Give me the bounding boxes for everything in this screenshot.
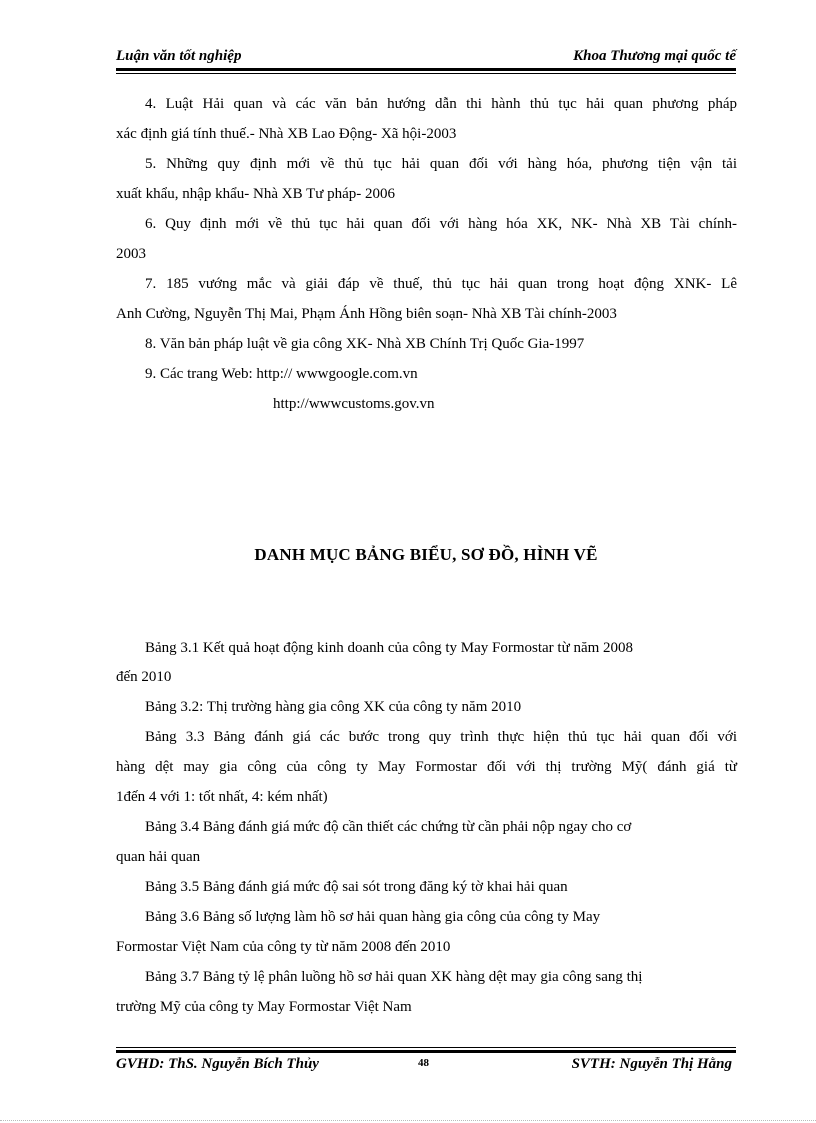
reference-item: 7. 185 vướng mắc và giải đáp về thuế, thủ tục hải quan trong hoạt động XNK- Lê <box>145 276 737 292</box>
reference-item: 8. Văn bản pháp luật về gia công XK- Nhà XB Chính Trị Quốc Gia-1997 <box>145 336 585 352</box>
table-list-item-cont: quan hải quan <box>116 849 201 865</box>
page-bottom-border <box>0 1120 816 1121</box>
table-list-item-cont: trường Mỹ của công ty May Formostar Việt Nam <box>116 999 412 1015</box>
table-list-item: Bảng 3.6 Bảng số lượng làm hồ sơ hải quan hàng gia công của công ty May <box>145 909 601 925</box>
table-list-item: Bảng 3.3 Bảng đánh giá các bước trong quy trình thực hiện thủ tục hải quan đối với <box>145 729 737 745</box>
page-footer <box>116 1056 736 1078</box>
reference-item: 4. Luật Hải quan và các văn bản hướng dẫn thi hành thủ tục hải quan phương pháp <box>145 96 737 112</box>
reference-item-cont: xác định giá tính thuế.- Nhà XB Lao Động- Xã hội-2003 <box>116 126 457 142</box>
table-list-item: Bảng 3.1 Kết quả hoạt động kinh doanh của công ty May Formostar từ năm 2008 <box>145 640 634 656</box>
reference-item-cont: Anh Cường, Nguyễn Thị Mai, Phạm Ánh Hồng biên soạn- Nhà XB Tài chính-2003 <box>116 306 617 322</box>
reference-item: 9. Các trang Web: http:// wwwgoogle.com.vn <box>145 366 418 382</box>
reference-item: 6. Quy định mới về thủ tục hải quan đối với hàng hóa XK, NK- Nhà XB Tài chính- <box>145 216 737 232</box>
page-header <box>116 46 736 68</box>
reference-web-link: http://wwwcustoms.gov.vn <box>273 396 435 412</box>
footer-rule-thick <box>116 1050 736 1053</box>
reference-item-cont: 2003 <box>116 246 146 262</box>
footer-student: SVTH: Nguyễn Thị Hằng <box>571 1056 732 1072</box>
header-rule-thin <box>116 73 736 74</box>
table-list-item: Bảng 3.7 Bảng tỷ lệ phân luồng hồ sơ hải quan XK hàng dệt may gia công sang thị <box>145 969 643 985</box>
page-number: 48 <box>418 1057 429 1069</box>
footer-advisor: GVHD: ThS. Nguyễn Bích Thủy <box>116 1056 319 1072</box>
table-list-item-cont: Formostar Việt Nam của công ty từ năm 2008 đến 2010 <box>116 939 451 955</box>
footer-rule-thin <box>116 1047 736 1048</box>
table-list-item-cont: hàng dệt may gia công của công ty May Formostar đối với thị trường Mỹ( đánh giá từ <box>116 759 737 775</box>
header-faculty-label: Khoa Thương mại quốc tế <box>573 48 736 64</box>
table-list-item-cont: 1đến 4 với 1: tốt nhất, 4: kém nhất) <box>116 789 328 805</box>
section-title: DANH MỤC BẢNG BIỂU, SƠ ĐỒ, HÌNH VẼ <box>254 545 598 564</box>
table-list-item: Bảng 3.4 Bảng đánh giá mức độ cần thiết các chứng từ cần phải nộp ngay cho cơ <box>145 819 632 835</box>
header-rule-thick <box>116 68 736 71</box>
table-list-item-cont: đến 2010 <box>116 669 172 685</box>
reference-item: 5. Những quy định mới về thủ tục hải quan đối với hàng hóa, phương tiện vận tải <box>145 156 737 172</box>
table-list-item: Bảng 3.2: Thị trường hàng gia công XK của công ty năm 2010 <box>145 699 522 715</box>
header-thesis-label: Luận văn tốt nghiệp <box>116 48 242 64</box>
reference-item-cont: xuất khẩu, nhập khẩu- Nhà XB Tư pháp- 2006 <box>116 186 396 202</box>
table-list-item: Bảng 3.5 Bảng đánh giá mức độ sai sót trong đăng ký tờ khai hải quan <box>145 879 568 895</box>
